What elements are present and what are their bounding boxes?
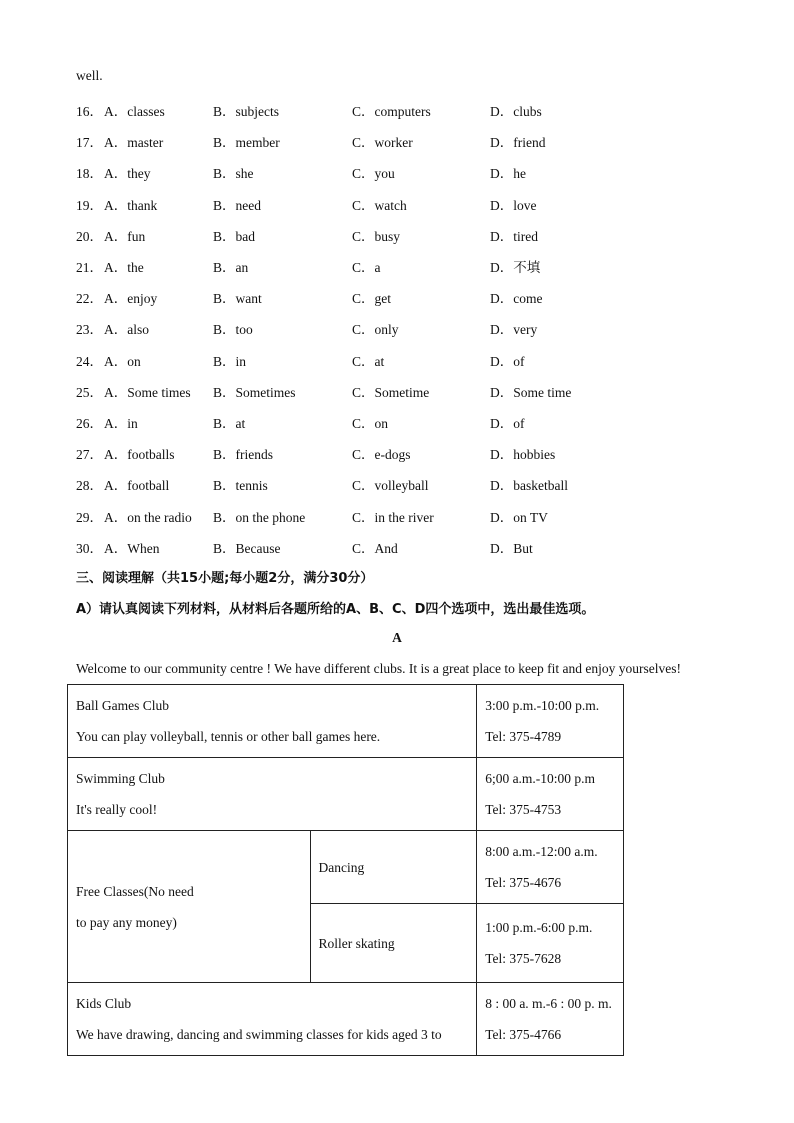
question-number: 24． (76, 353, 103, 369)
roller-skating-name: Roller skating (310, 904, 477, 983)
kids-row (68, 983, 624, 1056)
club-tel: Tel: 375-7628 (485, 951, 562, 966)
club-time: 8:00 a.m.-12:00 a.m. (485, 844, 598, 859)
option-c: C．worker (352, 135, 413, 151)
option-d: D．不填 (490, 260, 541, 275)
option-d: D．of (490, 416, 525, 431)
question-number: 23． (76, 322, 103, 338)
option-b: B．Sometimes (213, 384, 296, 400)
option-b: B．an (213, 260, 249, 275)
option-b: B．bad (213, 228, 255, 244)
club-tel: Tel: 375-4766 (485, 1027, 562, 1042)
question-number: 21． (76, 260, 103, 275)
club-desc: It's really cool! (76, 802, 158, 817)
club-name: Swimming Club (76, 771, 165, 786)
option-a: A．the (104, 260, 144, 275)
question-number: 18． (76, 166, 103, 182)
passage-label: A (392, 630, 402, 645)
option-d: D．he (490, 166, 526, 182)
club-time: 1:00 p.m.-6:00 p.m. (485, 920, 593, 935)
option-a: A．footballs (104, 447, 175, 463)
option-d: D．hobbies (490, 447, 556, 463)
swimming-contact (477, 758, 624, 831)
option-a: A．enjoy (104, 291, 158, 307)
option-a: A．classes (104, 104, 165, 119)
option-d: D．love (490, 197, 537, 213)
option-a: A．on (104, 353, 141, 369)
option-c: C．you (352, 166, 395, 182)
free-classes-info (68, 831, 311, 983)
option-c: C．volleyball (352, 478, 429, 494)
swimming-row (68, 758, 624, 831)
option-a: A．on the radio (104, 509, 192, 525)
option-d: D．But (490, 540, 533, 556)
option-c: C．on (352, 416, 389, 431)
dancing-contact (477, 831, 624, 904)
question-number: 25． (76, 384, 103, 400)
option-c: C．And (352, 540, 398, 556)
clubs-table (67, 684, 624, 1056)
option-a: A．also (104, 322, 149, 338)
option-b: B．tennis (213, 478, 268, 494)
option-c: C．computers (352, 104, 431, 119)
option-a: A．football (104, 478, 170, 494)
club-name: Ball Games Club (76, 698, 169, 713)
instruction: A）请认真阅读下列材料，从材料后各题所给的A、B、C、D四个选项中，选出最佳选项。 (76, 602, 595, 617)
club-time: 8 : 00 a. m.-6 : 00 p. m. (485, 996, 612, 1011)
ball-games-contact (477, 685, 624, 758)
club-name: Free Classes(No need (76, 883, 194, 899)
option-a: A．Some times (104, 384, 191, 400)
dancing-name: Dancing (310, 831, 477, 904)
club-tel: Tel: 375-4753 (485, 802, 562, 817)
question-number: 28． (76, 478, 103, 494)
question-number: 19． (76, 197, 103, 213)
question-number: 29． (76, 509, 103, 525)
ball-games-info (68, 685, 477, 758)
kids-contact (477, 983, 624, 1056)
option-c: C．watch (352, 197, 407, 213)
question-number: 22． (76, 291, 103, 307)
option-c: C．a (352, 260, 381, 275)
option-b: B．want (213, 291, 262, 307)
question-number: 30． (76, 540, 103, 556)
question-number: 17． (76, 135, 103, 151)
option-d: D．of (490, 353, 525, 369)
swimming-info (68, 758, 477, 831)
option-d: D．clubs (490, 104, 542, 119)
option-b: B．need (213, 197, 261, 213)
option-b: B．she (213, 166, 254, 182)
option-c: C．e-dogs (352, 447, 411, 463)
option-d: D．friend (490, 135, 546, 151)
question-number: 16． (76, 104, 103, 119)
option-b: B．member (213, 135, 280, 151)
club-name: Kids Club (76, 996, 132, 1011)
option-c: C．at (352, 353, 385, 369)
option-d: D．Some time (490, 384, 572, 400)
option-b: B．subjects (213, 104, 279, 119)
question-number: 26． (76, 416, 103, 431)
club-time: 3:00 p.m.-10:00 p.m. (485, 698, 600, 713)
option-a: A．When (104, 540, 160, 556)
club-tel: Tel: 375-4676 (485, 875, 562, 890)
option-c: C．get (352, 291, 391, 307)
passage-intro: Welcome to our community centre ! We have different clubs. It is a great place to keep fit and enjoy yourselves! (76, 661, 681, 676)
club-desc: You can play volleyball, tennis or other ball games here. (76, 729, 381, 744)
option-c: C．only (352, 322, 399, 338)
question-number: 20． (76, 228, 103, 244)
option-b: B．in (213, 353, 247, 369)
option-b: B．at (213, 416, 246, 431)
option-a: A．fun (104, 228, 146, 244)
option-d: D．basketball (490, 478, 568, 494)
option-c: C．busy (352, 228, 401, 244)
option-d: D．come (490, 291, 543, 307)
option-d: D．very (490, 322, 538, 338)
option-c: C．Sometime (352, 384, 430, 400)
ball-games-row (68, 685, 624, 758)
club-name-cont: to pay any money) (76, 914, 177, 930)
option-b: B．Because (213, 540, 281, 556)
kids-info (68, 983, 477, 1056)
option-b: B．on the phone (213, 509, 306, 525)
option-c: C．in the river (352, 509, 434, 525)
question-number: 27． (76, 447, 103, 463)
option-d: D．on TV (490, 509, 548, 525)
option-b: B．friends (213, 447, 273, 463)
option-a: A．in (104, 416, 138, 431)
intro-tail: well. (76, 68, 103, 83)
option-a: A．they (104, 166, 151, 182)
option-a: A．master (104, 135, 164, 151)
option-a: A．thank (104, 197, 158, 213)
club-desc: We have drawing, dancing and swimming classes for kids aged 3 to (76, 1027, 442, 1042)
option-b: B．too (213, 322, 253, 338)
club-tel: Tel: 375-4789 (485, 729, 562, 744)
club-time: 6;00 a.m.-10:00 p.m (485, 771, 596, 786)
roller-skating-contact (477, 904, 624, 983)
section-title: 三、阅读理解（共15小题;每小题2分，满分30分） (76, 571, 374, 586)
option-d: D．tired (490, 228, 538, 244)
dancing-row (68, 831, 624, 904)
